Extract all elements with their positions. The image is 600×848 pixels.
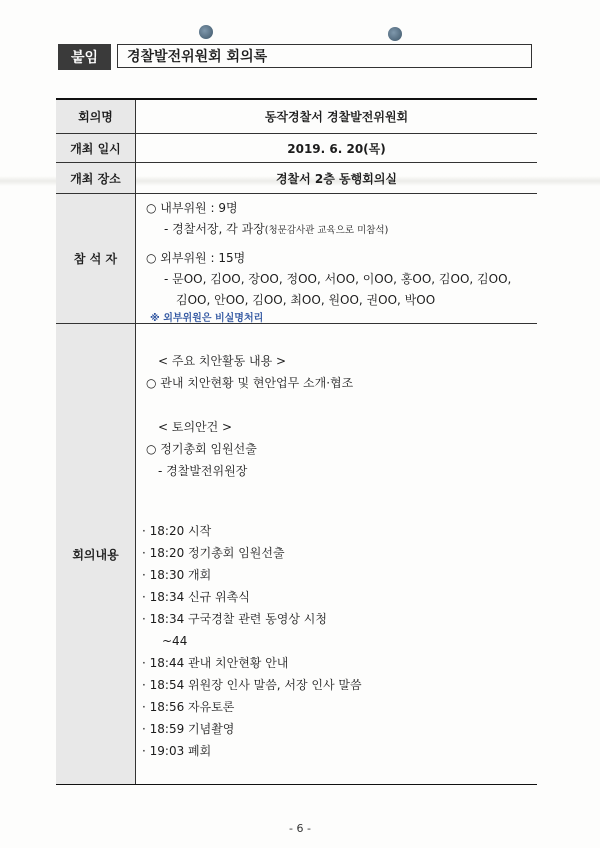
schedule-item: · 18:59 기념촬영 [142,722,235,736]
place-label: 개최 장소 [56,163,136,193]
schedule-item: · 18:20 정기총회 임원선출 [142,546,285,560]
schedule-item: ~44 [162,634,188,648]
section1-item: ○ 관내 치안현황 및 현안업무 소개·협조 [146,376,354,390]
section2-title: < 토의안건 > [158,420,233,434]
schedule-item: · 18:30 개회 [142,568,212,582]
schedule-item: · 18:20 시작 [142,524,212,538]
row-place [56,163,537,194]
date-value: 2019. 6. 20(목) [287,141,386,156]
row-meeting-name [56,100,537,134]
attachment-badge: 붙임 [58,44,111,70]
section1-title: < 주요 치안활동 내용 > [158,354,287,368]
row-content [56,324,537,784]
content-value [136,324,537,784]
row-date [56,134,537,163]
place-value: 경찰서 2층 동행회의실 [275,171,398,186]
binder-hole-right [388,27,402,41]
schedule-item: · 18:34 구국경찰 관련 동영상 시청 [142,612,327,626]
minutes-table [56,98,537,785]
document-title: 경찰발전위원회 회의록 [117,44,532,68]
date-label: 개최 일시 [56,134,136,162]
schedule-item: · 19:03 폐회 [142,744,212,758]
schedule-item: · 18:44 관내 치안현황 안내 [142,656,289,670]
section2-item: ○ 정기총회 임원선출 [146,442,257,456]
content-label: 회의내용 [56,324,136,784]
schedule-item: · 18:54 위원장 인사 말씀, 서장 인사 말씀 [142,678,362,692]
anonymization-note: ※ 외부위원은 비실명처리 [150,313,264,324]
attendees-label: 참 석 자 [56,194,136,323]
schedule-item: · 18:34 신규 위촉식 [142,590,250,604]
external-members-line2: 김OO, 안OO, 김OO, 최OO, 원OO, 권OO, 박OO [176,293,436,307]
external-members: ○ 외부위원 : 15명 [146,251,246,265]
row-attendees [56,194,537,324]
binder-hole-left [199,25,213,39]
internal-members-detail [146,219,537,241]
document-header [58,44,534,70]
meeting-name-value: 동작경찰서 경찰발전위원회 [264,110,409,124]
section2-sub: - 경찰발전위원장 [158,464,248,478]
internal-detail-main: - 경찰서장, 각 과장 [164,222,265,236]
meeting-name-label: 회의명 [56,100,136,133]
internal-detail-note: (청문감사관 교육으로 미참석) [264,225,389,236]
external-members-line1: - 문OO, 김OO, 장OO, 정OO, 서OO, 이OO, 홍OO, 김OO, 김OO, [164,272,512,286]
attendees-value [136,194,537,323]
schedule-list [142,520,362,762]
schedule-item: · 18:56 자유토론 [142,700,235,714]
page-number: - 6 - [289,822,311,835]
internal-members: ○ 내부위원 : 9명 [146,201,238,215]
